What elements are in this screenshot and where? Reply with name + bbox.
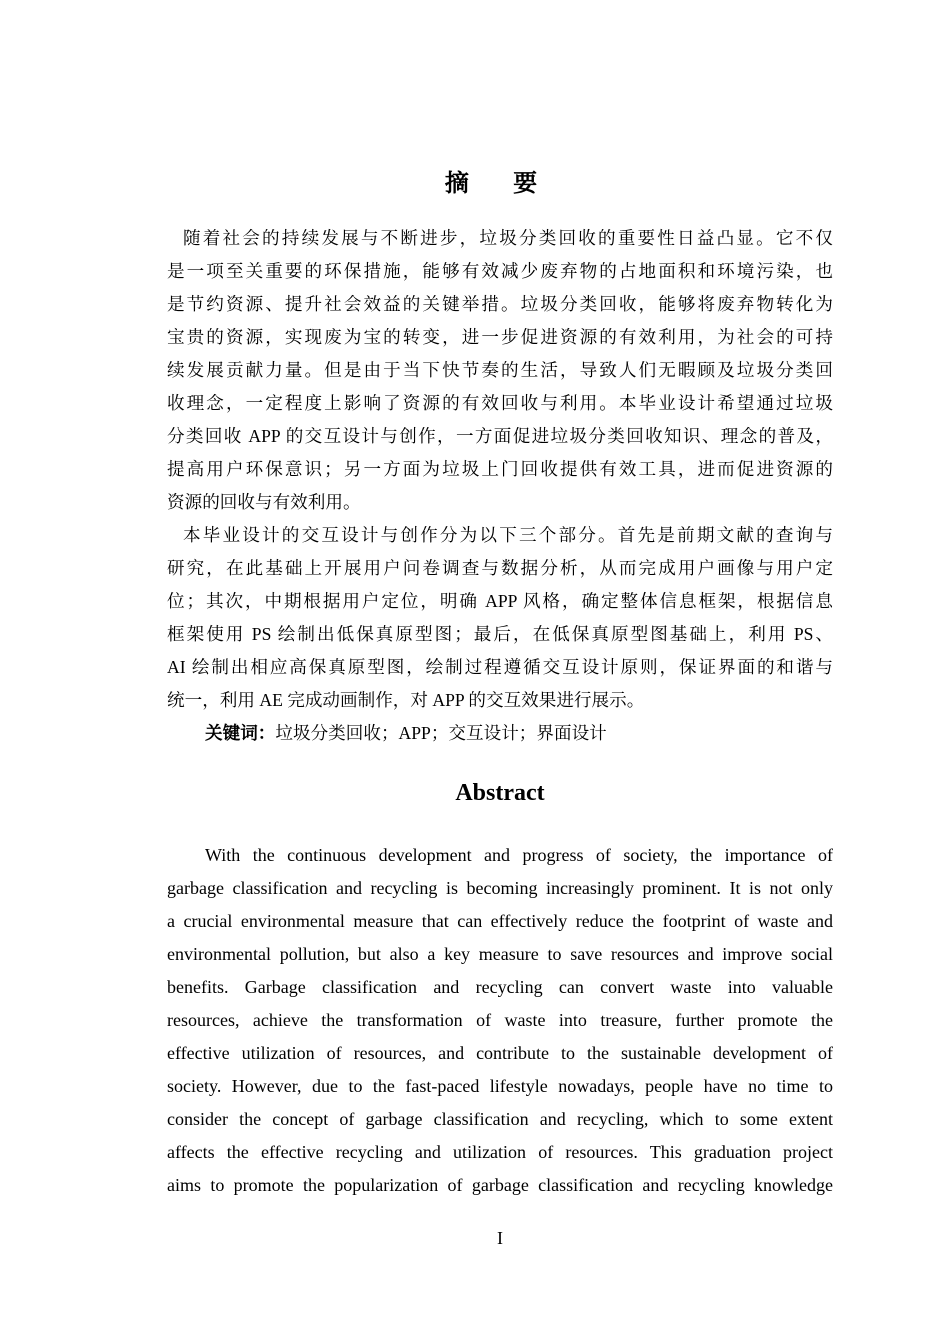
text-line: resources, achieve the transformation of waste into treasure, further promote the <box>167 1010 833 1030</box>
text-line: AI 绘制出相应高保真原型图，绘制过程遵循交互设计原则，保证界面的和谐与 <box>167 657 833 677</box>
text-line: aims to promote the popularization of garbage classification and recycling knowledge <box>167 1175 833 1195</box>
text-line: 是一项至关重要的环保措施，能够有效减少废弃物的占地面积和环境污染，也 <box>167 261 833 281</box>
text-line: 分类回收 APP 的交互设计与创作，一方面促进垃圾分类回收知识、理念的普及， <box>167 426 833 446</box>
text-line: garbage classification and recycling is becoming increasingly prominent. It is not only <box>167 878 833 898</box>
abstract-chinese-paragraph-1 <box>167 222 833 519</box>
text-line: 位；其次，中期根据用户定位，明确 APP 风格，确定整体信息框架，根据信息 <box>167 591 833 611</box>
abstract-chinese-paragraph-2 <box>167 519 833 717</box>
text-line: affects the effective recycling and utilization of resources. This graduation project <box>167 1142 833 1162</box>
text-line: 提高用户环保意识；另一方面为垃圾上门回收提供有效工具，进而促进资源的 <box>167 459 833 479</box>
text-line: 本毕业设计的交互设计与创作分为以下三个部分。首先是前期文献的查询与 <box>183 525 833 545</box>
page-number: I <box>497 1228 503 1248</box>
abstract-title-chinese: 摘 要 <box>444 169 556 197</box>
text-line: 统一，利用 AE 完成动画制作，对 APP 的交互效果进行展示。 <box>167 690 645 710</box>
text-line: a crucial environmental measure that can effectively reduce the footprint of waste and <box>167 911 833 931</box>
text-line: consider the concept of garbage classification and recycling, which to some extent <box>167 1109 833 1129</box>
abstract-title-english: Abstract <box>455 780 545 806</box>
abstract-english-body <box>167 839 833 1202</box>
text-line: 宝贵的资源，实现废为宝的转变，进一步促进资源的有效利用，为社会的可持 <box>167 327 833 347</box>
text-line: 研究，在此基础上开展用户问卷调查与数据分析，从而完成用户画像与用户定 <box>167 558 833 578</box>
text-line: environmental pollution, but also a key measure to save resources and improve social <box>167 944 833 964</box>
text-line: benefits. Garbage classification and recycling can convert waste into valuable <box>167 977 833 997</box>
keywords-label: 关键词： <box>205 724 276 744</box>
text-line: 收理念，一定程度上影响了资源的有效回收与利用。本毕业设计希望通过垃圾 <box>167 393 833 413</box>
text-line: effective utilization of resources, and contribute to the sustainable development of <box>167 1043 833 1063</box>
text-line: 框架使用 PS 绘制出低保真原型图；最后，在低保真原型图基础上，利用 PS、 <box>167 624 833 644</box>
text-line: society. However, due to the fast-paced lifestyle nowadays, people have no time to <box>167 1076 833 1096</box>
text-line: 随着社会的持续发展与不断进步，垃圾分类回收的重要性日益凸显。它不仅 <box>183 228 833 248</box>
text-line: 资源的回收与有效利用。 <box>167 492 361 512</box>
text-line: 是节约资源、提升社会效益的关键举措。垃圾分类回收，能够将废弃物转化为 <box>167 294 833 314</box>
abstract-chinese-body <box>167 222 833 750</box>
keywords-text: 垃圾分类回收；APP；交互设计；界面设计 <box>275 723 607 743</box>
text-line: 续发展贡献力量。但是由于当下快节奏的生活，导致人们无暇顾及垃圾分类回 <box>167 360 833 380</box>
keywords-line <box>167 717 833 750</box>
text-line: With the continuous development and progress of society, the importance of <box>205 845 833 865</box>
